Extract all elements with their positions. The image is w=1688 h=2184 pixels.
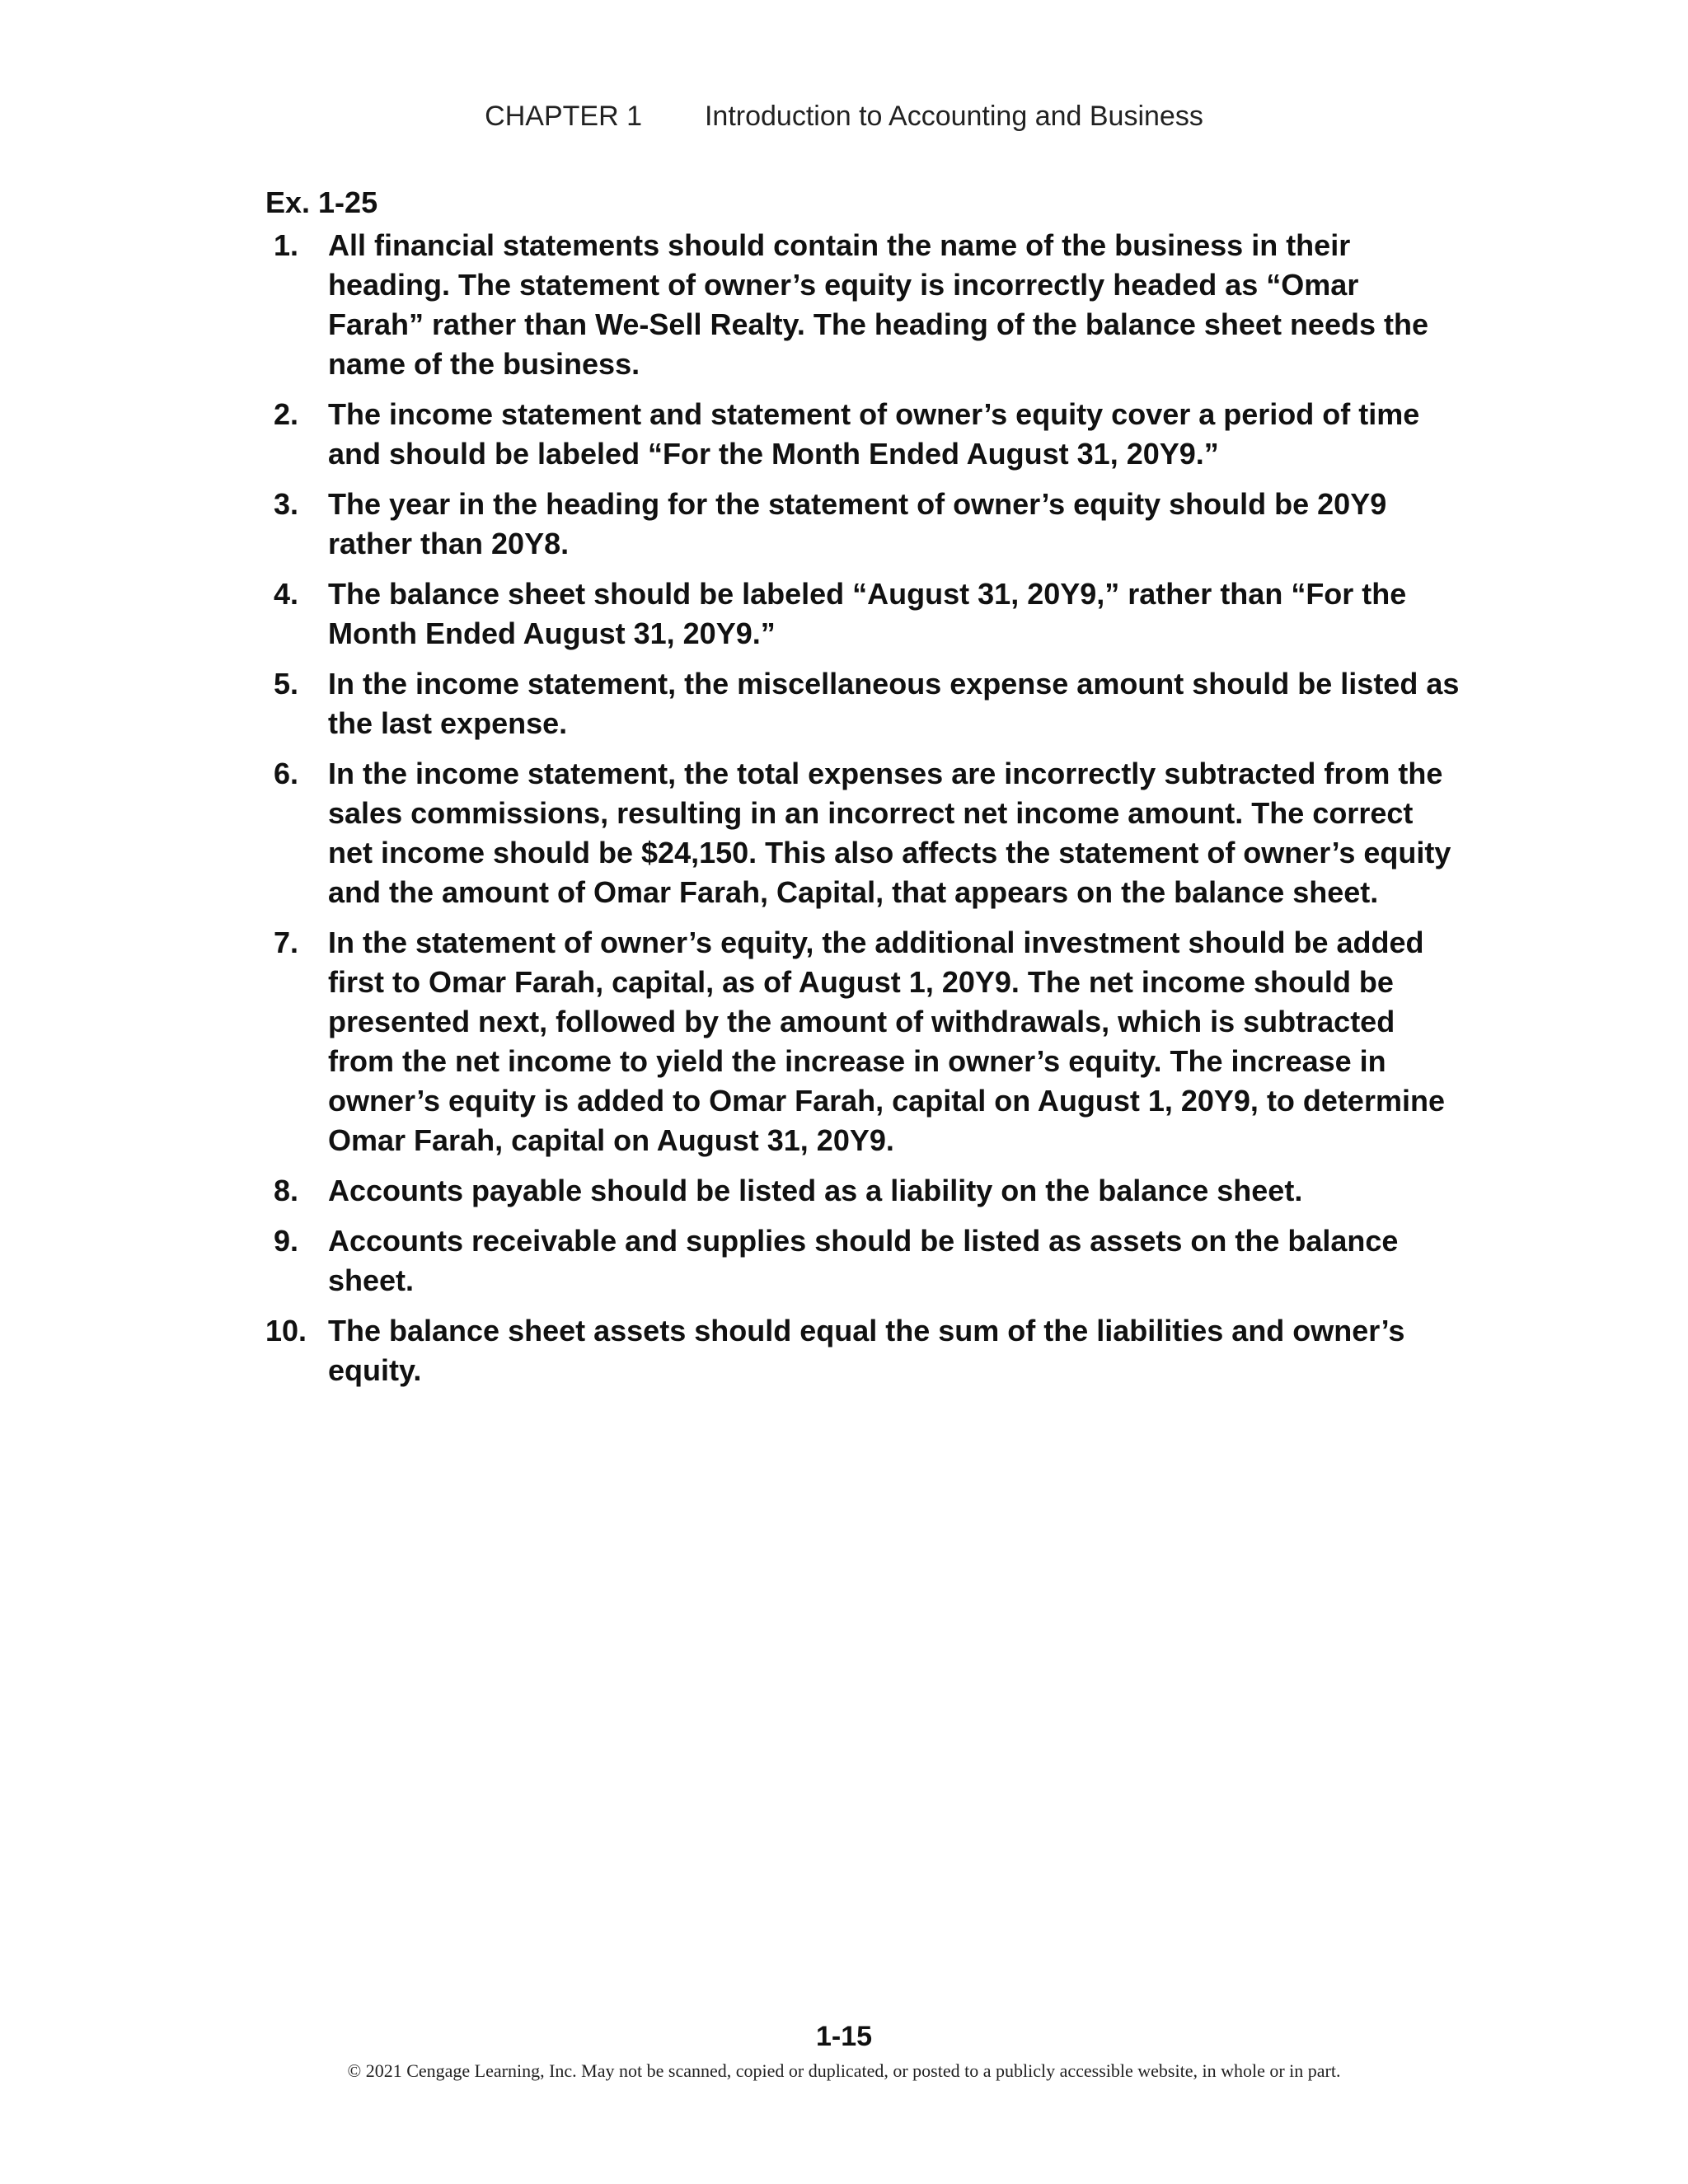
item-text: In the statement of owner’s equity, the additional investment should be added first to Omar Farah, capital, as of August 1, 20Y9. The net income should be presented next, followed by the amount of withdrawals, which is subtracted from the net income to yield the increase in owner’s equity. The increase in owner’s equity is added to Omar Farah, capital on August 1, 20Y9, to determine Omar Farah, capital on August 31, 20Y9.: [328, 926, 1445, 1157]
list-item: [265, 1311, 1461, 1390]
item-text: In the income statement, the total expenses are incorrectly subtracted from the sales commissions, resulting in an incorrect net income amount. The correct net income should be $24,150. This also affects the statement of owner’s equity and the amount of Omar Farah, Capital, that appears on the balance sheet.: [328, 757, 1451, 909]
item-number: 9.: [273, 1224, 298, 1258]
item-number: 6.: [273, 757, 298, 790]
item-number: 10.: [265, 1314, 307, 1347]
item-text: The income statement and statement of owner’s equity cover a period of time and should be labeled “For the Month Ended August 31, 20Y9.”: [328, 397, 1420, 471]
item-text: In the income statement, the miscellaneous expense amount should be listed as the last expense.: [328, 667, 1460, 740]
list-item: [265, 923, 1461, 1160]
list-item: [265, 485, 1461, 564]
copyright-notice: © 2021 Cengage Learning, Inc. May not be scanned, copied or duplicated, or posted to a publicly accessible website, in whole or in part.: [347, 2060, 1341, 2081]
page-number: 1-15: [815, 2021, 873, 2052]
item-number: 4.: [273, 577, 298, 611]
list-item: [265, 1171, 1461, 1211]
list-item: [265, 664, 1461, 743]
list-item: [265, 395, 1461, 474]
item-text: Accounts receivable and supplies should be listed as assets on the balance sheet.: [328, 1224, 1399, 1297]
item-number: 3.: [273, 487, 298, 521]
item-text: The balance sheet assets should equal the sum of the liabilities and owner’s equity.: [328, 1314, 1405, 1387]
chapter-label: CHAPTER 1: [485, 101, 642, 132]
exercise-label: Ex. 1-25: [265, 185, 378, 219]
answer-list: [265, 226, 1461, 1390]
item-number: 2.: [273, 397, 298, 431]
list-item: [265, 1221, 1461, 1301]
item-number: 8.: [273, 1174, 298, 1207]
item-text: Accounts payable should be listed as a liability on the balance sheet.: [328, 1174, 1303, 1207]
item-text: The year in the heading for the statement of owner’s equity should be 20Y9 rather than 20Y8.: [328, 487, 1387, 560]
item-text: The balance sheet should be labeled “August 31, 20Y9,” rather than “For the Month Ended August 31, 20Y9.”: [328, 577, 1407, 650]
running-header: [0, 101, 1688, 133]
exercise-content: [265, 183, 1461, 1401]
item-text: All financial statements should contain the name of the business in their heading. The statement of owner’s equity is incorrectly headed as “Omar Farah” rather than We-Sell Realty. The heading of the balance sheet needs the name of the business.: [328, 228, 1428, 381]
item-number: 5.: [273, 667, 298, 701]
item-number: 1.: [273, 228, 298, 262]
list-item: [265, 574, 1461, 654]
item-number: 7.: [273, 926, 298, 959]
chapter-title: Introduction to Accounting and Business: [704, 101, 1203, 132]
list-item: [265, 754, 1461, 912]
list-item: [265, 226, 1461, 384]
